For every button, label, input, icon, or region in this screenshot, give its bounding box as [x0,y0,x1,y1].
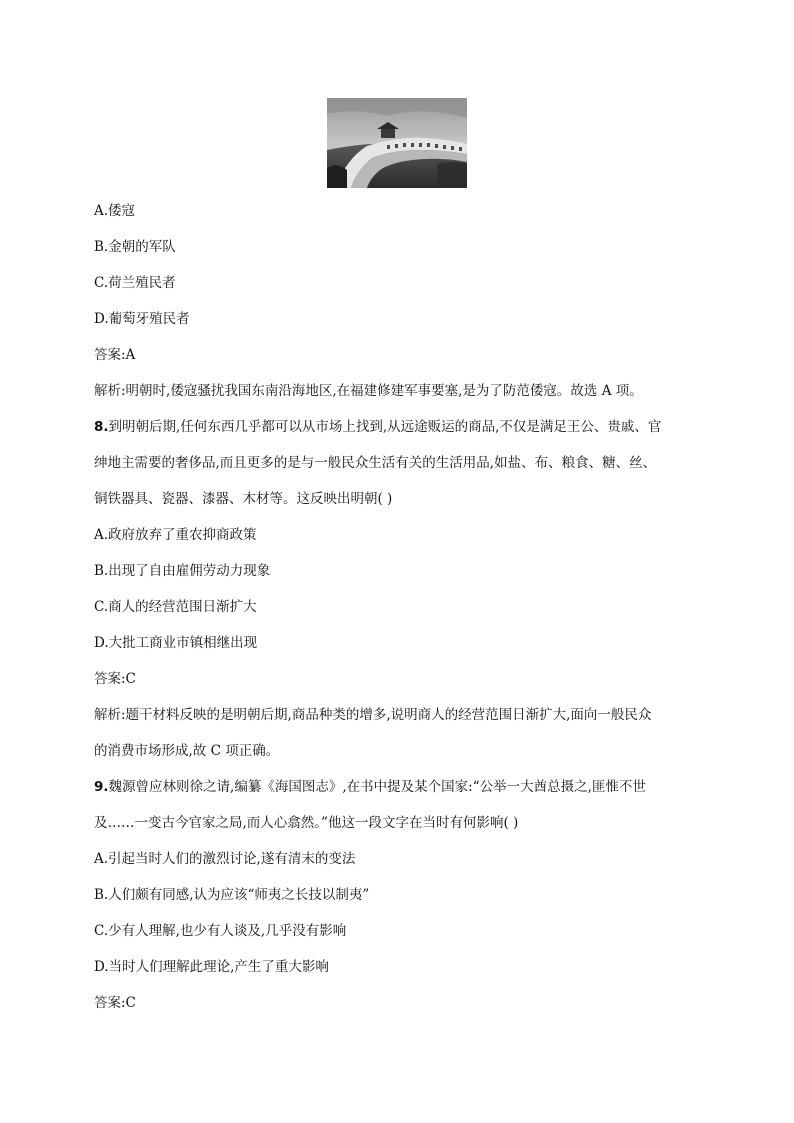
answer-value: :C [121,995,136,1011]
q9-option-d: D.当时人们理解此理论,产生了重大影响 [94,959,329,975]
q9-stem-line-2: 及……一变古今官家之局,而人心翕然。”他这一段文字在当时有何影响( ) [94,815,519,831]
analysis-text: :明朝时,倭寇骚扰我国东南沿海地区,在福建修建军事要塞,是为了防范倭寇。故选 A 项。 [121,383,643,399]
q8-answer [94,670,136,688]
question-number: 9. [94,779,109,795]
analysis-label: 解析 [94,707,121,723]
q8-stem-line-2: 绅地主需要的奢侈品,而且更多的是与一般民众生活有关的生活用品,如盐、布、粮食、糖、丝、 [94,455,657,471]
q7-answer [94,346,135,364]
q8-stem-line-3: 铜铁器具、瓷器、漆器、木材等。这反映出明朝( ) [94,491,393,507]
q8-stem-line-1 [94,418,661,436]
q8-option-c: C.商人的经营范围日渐扩大 [94,599,257,615]
q7-option-d: D.葡萄牙殖民者 [94,311,190,327]
answer-value: :C [121,671,136,687]
analysis-text: :题干材料反映的是明朝后期,商品种类的增多,说明商人的经营范围日渐扩大,面向一般民众 [121,707,652,723]
q8-option-d: D.大批工商业市镇相继出现 [94,635,258,651]
analysis-label: 解析 [94,383,121,399]
q9-stem-line-1 [94,778,646,796]
stem-text: 魏源曾应林则徐之请,编纂《海国图志》,在书中提及某个国家:“公举一大酋总摄之,匪惟不世 [108,779,646,795]
q8-analysis-line-1 [94,706,651,724]
great-wall-illustration [327,98,467,188]
stem-text: 到明朝后期,任何东西几乎都可以从市场上找到,从远途贩运的商品,不仅是满足王公、贵戚、官 [108,419,662,435]
q7-option-b: B.金朝的军队 [94,239,176,255]
q7-option-a: A.倭寇 [94,203,136,219]
q8-analysis-line-2: 的消费市场形成,故 C 项正确。 [94,743,280,759]
answer-label: 答案 [94,671,121,687]
question-number: 8. [94,419,109,435]
great-wall-photo [327,98,467,188]
q7-option-c: C.荷兰殖民者 [94,275,176,291]
q9-option-b: B.人们颇有同感,认为应该“师夷之长技以制夷” [94,887,370,903]
answer-label: 答案 [94,347,121,363]
answer-value: :A [121,347,136,363]
answer-label: 答案 [94,995,121,1011]
q8-option-a: A.政府放弃了重农抑商政策 [94,527,257,543]
q9-answer [94,994,136,1012]
q9-option-c: C.少有人理解,也少有人谈及,几乎没有影响 [94,923,347,939]
q7-analysis [94,382,643,400]
q9-option-a: A.引起当时人们的激烈讨论,遂有清末的变法 [94,851,356,867]
q8-option-b: B.出现了自由雇佣劳动力现象 [94,563,271,579]
